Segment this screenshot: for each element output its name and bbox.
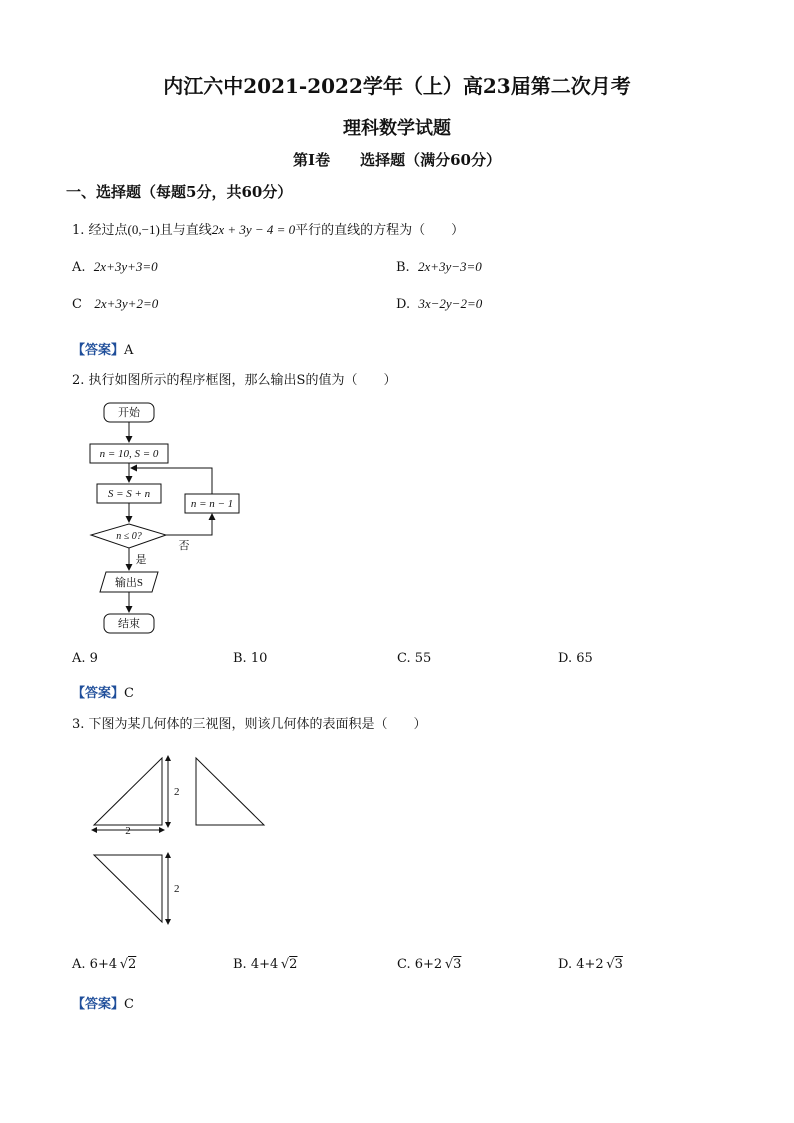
q3-answer: 【答案】C	[72, 997, 134, 1012]
question-1-stem: 1. 经过点(0,−1)且与直线2x + 3y − 4 = 0平行的直线的方程为（ ）	[72, 222, 465, 238]
flow-condition-label: n ≤ 0?	[116, 531, 142, 542]
q3-option-d[interactable]: D. 4+2 √3	[558, 957, 623, 972]
question-2-stem: 2. 执行如图所示的程序框图，那么输出S的值为（ ）	[72, 373, 397, 388]
q3-option-a[interactable]: A. 6+4 √2	[72, 957, 137, 972]
q1-line-equation: 2x + 3y − 4 = 0	[211, 222, 296, 237]
q2-option-d[interactable]: D. 65	[558, 651, 593, 666]
exam-subtitle: 理科数学试题	[343, 118, 451, 139]
sqrt-sign-icon: √	[280, 957, 290, 972]
q3-option-b[interactable]: B. 4+4 √2	[233, 957, 298, 972]
q1-option-b[interactable]: B. 2x+3y−3=0	[396, 259, 482, 275]
three-view-figure	[86, 748, 276, 930]
flow-decrement-label: n = n − 1	[190, 498, 234, 510]
sqrt-sign-icon: √	[606, 957, 615, 972]
q1-point: (0,−1)	[127, 222, 160, 237]
flow-output-label: 输出S	[114, 577, 144, 589]
flow-end-label: 结束	[118, 618, 140, 630]
flow-assign-label: S = S + n	[107, 488, 151, 500]
front-width-label: 2	[125, 825, 131, 837]
volume-heading: 第Ⅰ卷 选择题（满分60分）	[293, 151, 501, 169]
q1-answer: 【答案】A	[72, 343, 134, 358]
sqrt-sign-icon: √	[119, 957, 129, 972]
exam-title: 内江六中2021-2022学年（上）高23届第二次月考	[163, 74, 631, 98]
front-view-triangle	[94, 758, 162, 825]
top-height-label: 2	[174, 883, 180, 895]
q2-option-a[interactable]: A. 9	[72, 651, 98, 666]
flow-start-label: 开始	[118, 407, 140, 419]
q2-option-c[interactable]: C. 55	[397, 651, 432, 666]
q1-option-c[interactable]: C 2x+3y+2=0	[72, 296, 159, 312]
flow-init-label: n = 10, S = 0	[99, 448, 159, 460]
q1-option-a[interactable]: A. 2x+3y+3=0	[72, 259, 158, 275]
side-view-triangle	[196, 758, 264, 825]
front-height-label: 2	[174, 786, 180, 798]
q2-option-b[interactable]: B. 10	[233, 651, 268, 666]
top-view-triangle	[94, 855, 162, 922]
flow-no-label: 否	[178, 540, 190, 552]
flow-yes-label: 是	[135, 554, 147, 566]
q2-answer: 【答案】C	[72, 686, 134, 701]
flowchart	[86, 398, 256, 638]
q3-option-c[interactable]: C. 6+2 √3	[397, 957, 462, 972]
q1-option-d[interactable]: D. 3x−2y−2=0	[396, 296, 483, 312]
sqrt-sign-icon: √	[444, 957, 454, 972]
section-heading: 一、选择题（每题5分，共60分）	[66, 183, 293, 201]
question-3-stem: 3. 下图为某几何体的三视图，则该几何体的表面积是（ ）	[72, 717, 427, 732]
